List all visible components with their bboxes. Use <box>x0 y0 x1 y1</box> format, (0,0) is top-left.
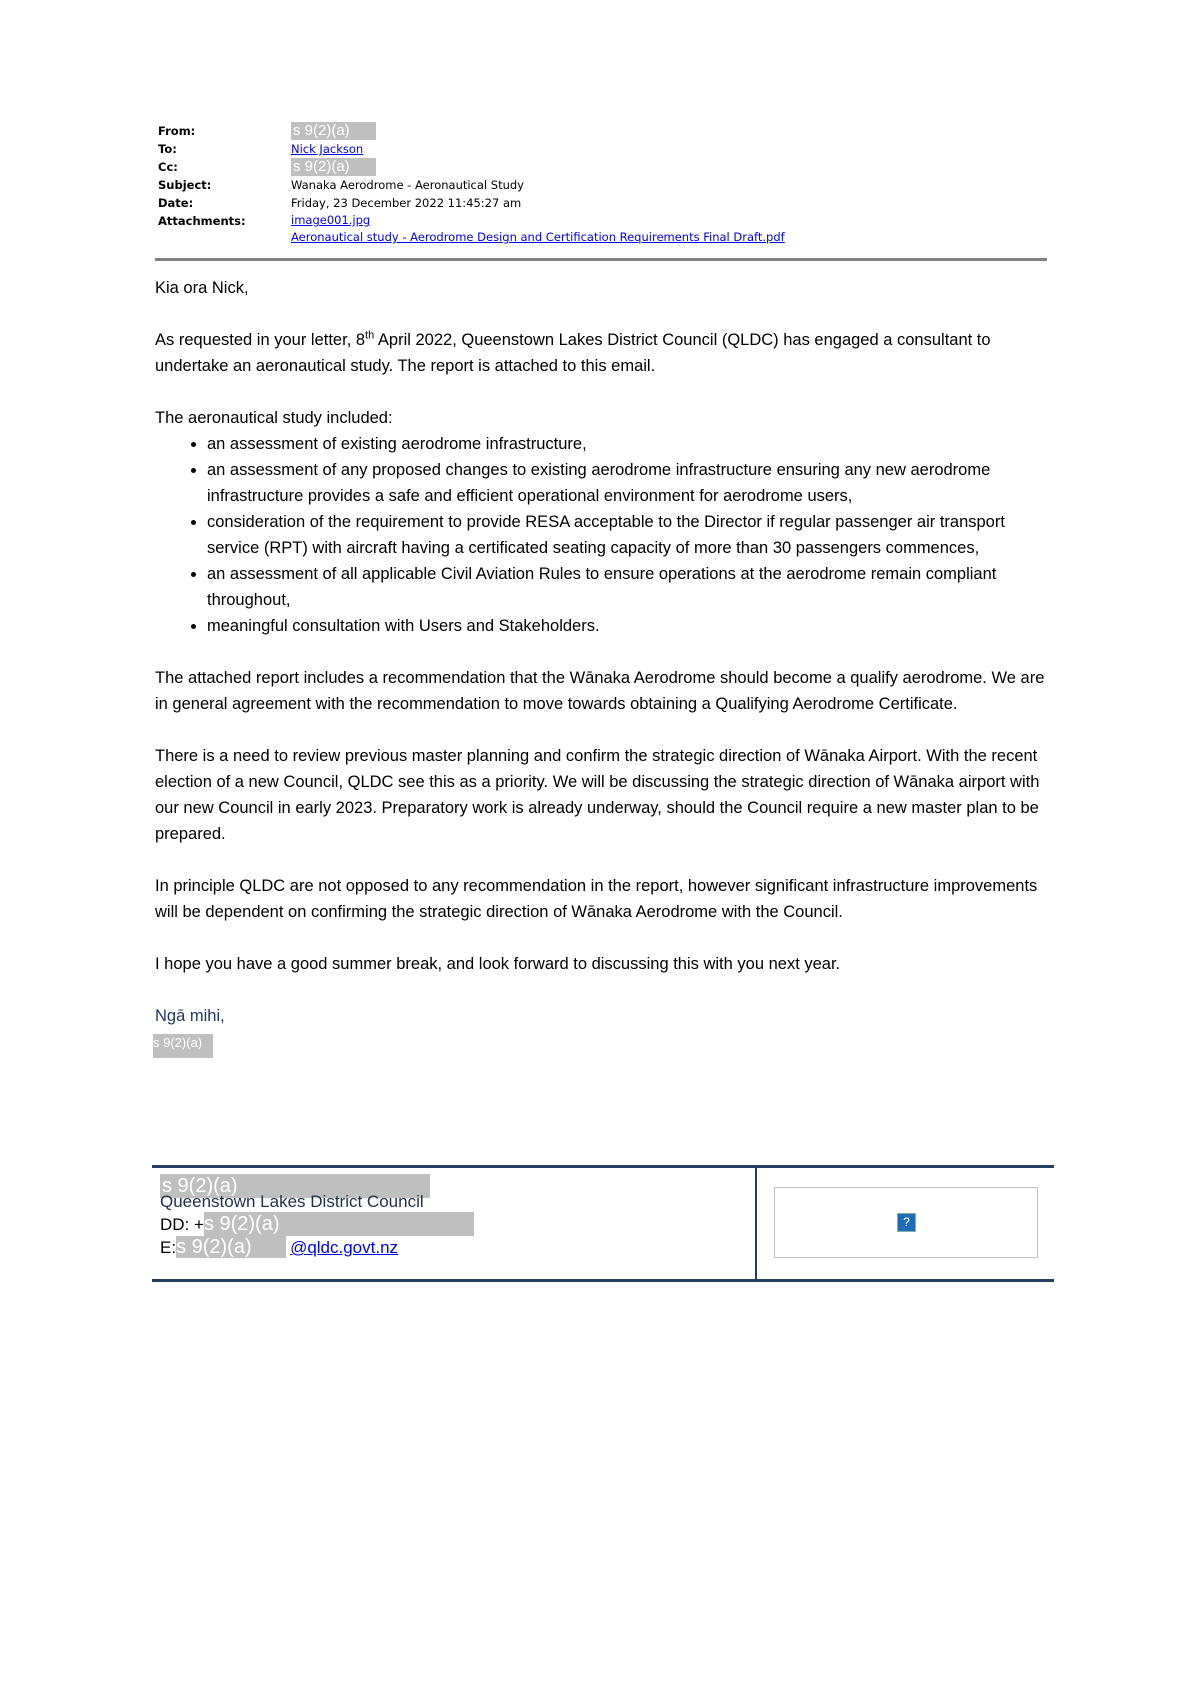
from-label: From: <box>158 124 196 138</box>
paragraph: I hope you have a good summer break, and look forward to discussing this with you next year. <box>155 955 841 973</box>
paragraph: In principle QLDC are not opposed to any recommendation in the report, however significant infrastructure improvements will be dependent on confirming the strategic direction of Wānaka Aerodrome with the Council. <box>155 877 1038 921</box>
attachment-link[interactable]: Aeronautical study - Aerodrome Design and Certification Requirements Final Draft.pdf <box>291 230 785 244</box>
cc-redacted: s 9(2)(a) <box>291 158 376 176</box>
signature-divider <box>755 1168 757 1279</box>
subject-row <box>158 176 785 194</box>
email-line <box>160 1236 474 1258</box>
from-row <box>158 122 785 140</box>
greeting: Kia ora Nick, <box>155 279 249 297</box>
phone-line <box>160 1212 474 1236</box>
from-redacted: s 9(2)(a) <box>291 122 376 140</box>
paragraph: There is a need to review previous master planning and confirm the strategic direction of Wānaka Airport. With the recent election of a new Council, QLDC see this as a priority. We will be discussing the strategic direction of Wānaka airport with our new Council in early 2023. Preparatory work is already underway, should the Council require a new master plan to be prepared. <box>155 747 1040 843</box>
list-item: • an assessment of all applicable Civil Aviation Rules to ensure operations at the aerodrome remain compliant throughout, <box>207 561 1055 613</box>
cc-label: Cc: <box>158 160 178 174</box>
date-value: Friday, 23 December 2022 11:45:27 am <box>291 196 522 210</box>
list-item: • meaningful consultation with Users and Stakeholders. <box>207 613 1055 639</box>
signature-block <box>152 1165 1054 1282</box>
email-body <box>155 275 1055 1058</box>
logo-image-placeholder <box>774 1187 1038 1258</box>
list-item: • an assessment of existing aerodrome infrastructure, <box>207 431 1055 457</box>
email-header <box>158 122 785 246</box>
attachments-row <box>158 212 785 246</box>
attachments-label: Attachments: <box>158 214 246 228</box>
to-recipient-link[interactable]: Nick Jackson <box>291 142 364 156</box>
subject-label: Subject: <box>158 178 212 192</box>
phone-label: DD: + <box>160 1215 204 1234</box>
signoff-redacted: s 9(2)(a) <box>153 1034 213 1058</box>
attachment-link[interactable]: image001.jpg <box>291 213 371 227</box>
missing-image-icon: ? <box>897 1213 916 1232</box>
header-divider <box>155 258 1047 261</box>
email-link[interactable]: @qldc.govt.nz <box>290 1238 399 1257</box>
text: As requested in your letter, 8 <box>155 331 366 349</box>
email-label: E: <box>160 1238 177 1257</box>
subject-value: Wanaka Aerodrome - Aeronautical Study <box>291 178 524 192</box>
name-redacted: s 9(2)(a) <box>160 1174 430 1198</box>
email-redacted: s 9(2)(a) <box>176 1236 286 1258</box>
cc-row <box>158 158 785 176</box>
to-label: To: <box>158 142 177 156</box>
text: April 2022, Queenstown Lakes District Council (QLDC) has engaged a consultant to undertake an aeronautical study. The report is attached to this email. <box>155 331 991 375</box>
list-item: • an assessment of any proposed changes to existing aerodrome infrastructure ensuring any new aerodrome infrastructure provides a safe and efficient operational environment for aerodrome users, <box>207 457 1055 509</box>
date-row <box>158 194 785 212</box>
paragraph: The attached report includes a recommendation that the Wānaka Aerodrome should become a qualify aerodrome. We are in general agreement with the recommendation to move towards obtaining a Qualifying Aerodrome Certificate. <box>155 669 1045 713</box>
study-items-list <box>155 431 1055 639</box>
signoff: Ngā mihi, <box>155 1007 225 1025</box>
paragraph <box>155 327 1055 379</box>
list-item: • consideration of the requirement to provide RESA acceptable to the Director if regular passenger air transport service (RPT) with aircraft having a certificated seating capacity of more than 30 passengers commences, <box>207 509 1055 561</box>
list-intro: The aeronautical study included: <box>155 409 393 427</box>
signature-details <box>160 1176 474 1258</box>
date-label: Date: <box>158 196 194 210</box>
organisation: Queenstown Lakes District Council <box>160 1192 424 1211</box>
to-row <box>158 140 785 158</box>
superscript: th <box>365 329 375 342</box>
phone-redacted: s 9(2)(a) <box>204 1212 474 1236</box>
